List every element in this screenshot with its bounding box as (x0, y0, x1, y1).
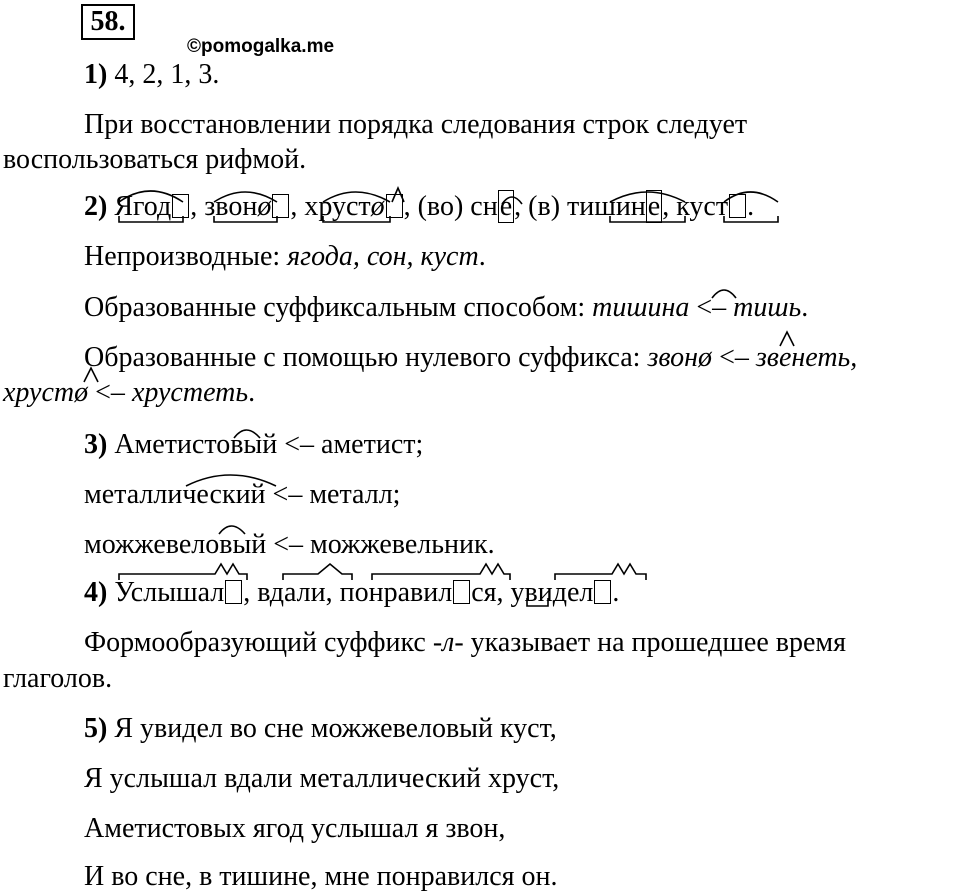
zero-ending: ø (370, 191, 385, 222)
nonderived-list: ягода, сон, куст (287, 241, 479, 272)
q4-word-1: Услышал (114, 577, 225, 608)
q2-word-2: звон (204, 191, 258, 222)
nonderived-label: Непроизводные: (84, 241, 281, 272)
q4-word-2: вдали (257, 577, 326, 608)
q2-word-5: сн (470, 191, 498, 222)
zero-arrow: <– (719, 342, 749, 373)
suffix-example: тишина (592, 292, 690, 323)
q2-word-7: тишин (567, 191, 646, 222)
q5-text-1: Я увидел во сне можжевеловый куст, (114, 713, 557, 744)
exercise-number: 58. (81, 4, 135, 40)
q2-word-6: (в) (528, 191, 561, 222)
q4-note-line2: глаголов. (3, 663, 113, 694)
q1-note-line1: При восстановлении порядка следования строк следует (84, 109, 748, 140)
separator: , (514, 191, 529, 222)
q2-words-line (84, 192, 754, 222)
zero-source-2: хрустеть (131, 377, 249, 408)
q1-answer: 4, 2, 1, 3. (114, 59, 220, 90)
suffix-source: тишь (733, 292, 802, 323)
q4-label: 4) (84, 577, 108, 608)
q2-nonderived-line: Непроизводные: ягода, сон, куст. (84, 241, 486, 272)
q4-postfix: ся (471, 577, 497, 608)
zero-example-2: хрустø (3, 377, 89, 408)
q4-word-3: понравил (339, 577, 453, 608)
q1-label: 1) (84, 59, 108, 90)
q4-note-a: Формообразующий суффикс (84, 627, 426, 658)
ending-box (386, 194, 403, 218)
q2-word-1: Ягод (114, 191, 172, 222)
q2-word-4: (во) (417, 191, 464, 222)
separator: , (662, 191, 677, 222)
ending-box (225, 580, 242, 604)
ending-letter: е (499, 191, 513, 222)
q2-suffix-line: Образованные суффиксальным способом: тишина <– тишь. (84, 292, 809, 323)
q1-answer-line (84, 60, 219, 90)
watermark: ©pomogalka.me (187, 36, 335, 57)
q3-text-1: Аметистовый <– аметист; (114, 429, 424, 460)
separator: , (290, 191, 305, 222)
q3-line3: можжевеловый <– можжевельник. (84, 529, 495, 560)
q4-word-4: увидел (510, 577, 594, 608)
q2-zero-line2: хрустø <– хрустеть. (3, 377, 256, 408)
zero-example-1: звонø (647, 342, 713, 373)
q2-word-8: куст (676, 191, 729, 222)
suffix-label: Образованные суффиксальным способом: (84, 292, 586, 323)
q5-line4: И во сне, в тишине, мне понравился он. (84, 861, 558, 892)
ending-box (729, 194, 746, 218)
q2-word-3: хруст (304, 191, 371, 222)
q2-label: 2) (84, 191, 108, 222)
q1-note-line2: воспользоваться рифмой. (3, 144, 307, 175)
q2-zero-line1 (84, 343, 857, 373)
q4-words-line: 4) Услышал , вдали, понравил ся, увидел . (84, 577, 620, 608)
q5-line1 (84, 714, 557, 744)
q4-note-b: указывает на прошедшее время (470, 627, 847, 658)
q3-label: 3) (84, 429, 108, 460)
q5-line3: Аметистовых ягод услышал я звон, (84, 813, 506, 844)
ending-letter: е (647, 191, 661, 222)
ending-box (594, 580, 611, 604)
q3-line2: металлический <– металл; (84, 479, 401, 510)
separator: , (190, 191, 205, 222)
q5-line2: Я услышал вдали металлический хруст, (84, 763, 560, 794)
ending-box (272, 194, 289, 218)
zero-arrow: <– (95, 377, 125, 408)
separator: . (747, 191, 755, 222)
zero-source-1: звенеть, (755, 342, 858, 373)
suffix-arrow: <– (696, 292, 727, 323)
zero-label: Образованные с помощью нулевого суффикса: (84, 342, 641, 373)
q4-note-suffix: -л- (432, 627, 464, 658)
separator: , (403, 191, 418, 222)
q4-note-line1 (84, 628, 846, 658)
q5-label: 5) (84, 713, 108, 744)
ending-box (172, 194, 189, 218)
q3-line1 (84, 430, 423, 460)
ending-box (453, 580, 470, 604)
zero-ending: ø (257, 191, 272, 222)
